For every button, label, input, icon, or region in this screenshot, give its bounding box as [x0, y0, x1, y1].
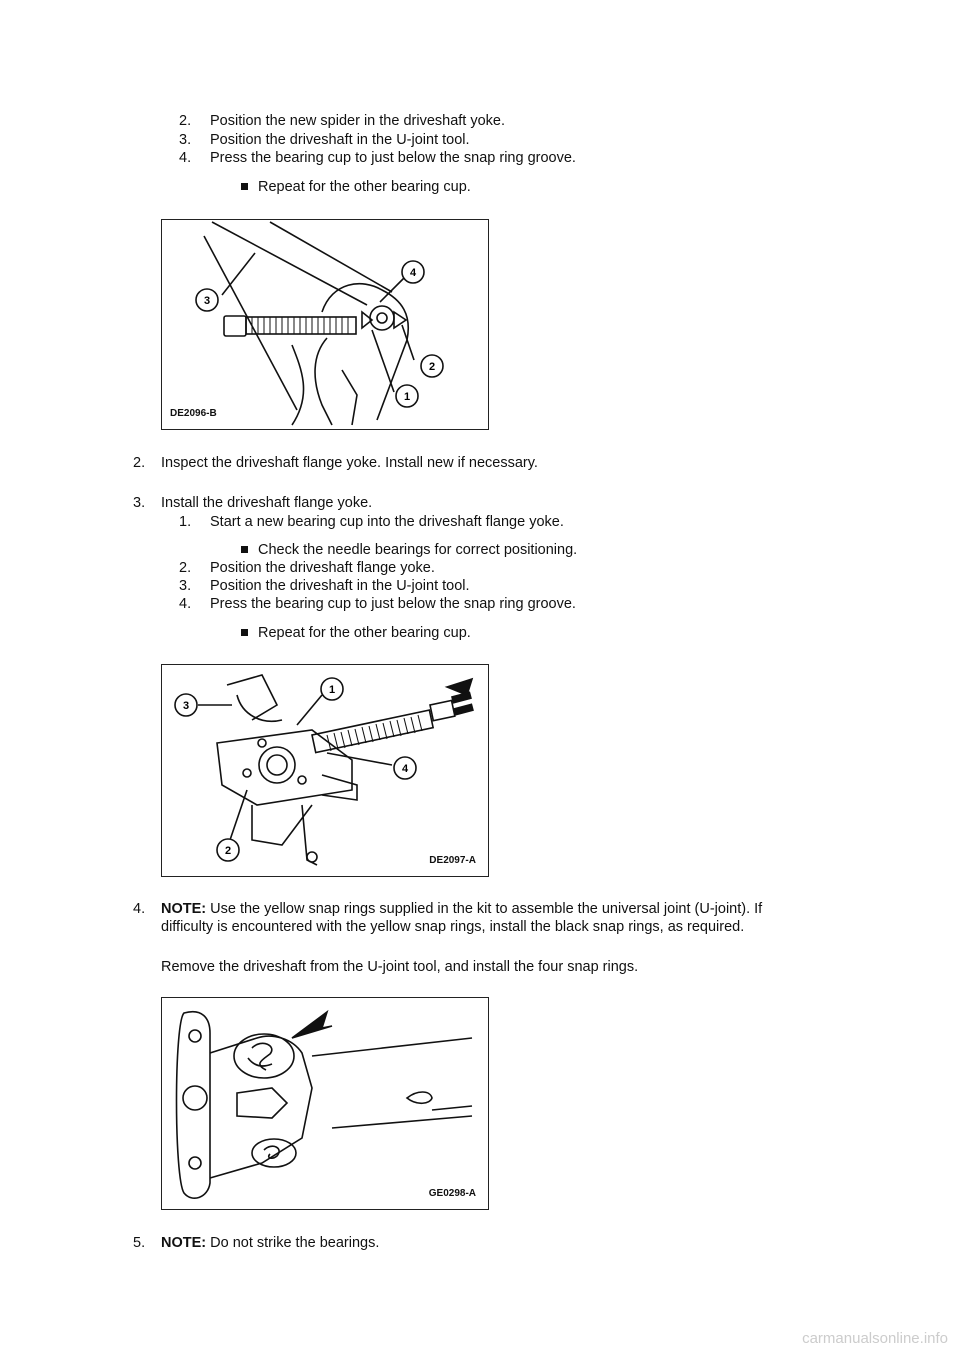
figure-code: DE2097-A — [429, 855, 476, 866]
callout-3: 3 — [203, 295, 211, 307]
note-line-1 — [161, 900, 762, 918]
figure-de2097 — [161, 664, 489, 877]
step-text: Remove the driveshaft from the U-joint tool, and install the four snap rings. — [161, 959, 639, 975]
callout-1: 1 — [328, 684, 336, 696]
step-number: 3. — [179, 132, 192, 148]
square-bullet-icon — [241, 546, 248, 553]
step-number: 2. — [133, 455, 146, 471]
step-text: Position the driveshaft in the U-joint tool. — [210, 132, 470, 148]
note-line — [161, 1234, 379, 1252]
step-number: 1. — [179, 514, 192, 530]
bullet-text: Check the needle bearings for correct positioning. — [258, 542, 578, 558]
driveshaft-press-illustration — [162, 220, 488, 429]
watermark: carmanualsonline.info — [802, 1330, 948, 1347]
step-text: Press the bearing cup to just below the snap ring groove. — [210, 150, 576, 166]
step-text: Inspect the driveshaft flange yoke. Install new if necessary. — [161, 455, 538, 471]
step-text: Position the driveshaft in the U-joint tool. — [210, 578, 470, 594]
step-number: 4. — [179, 596, 192, 612]
callout-3: 3 — [182, 700, 190, 712]
step-text: Position the driveshaft flange yoke. — [210, 560, 435, 576]
step-number: 4. — [179, 150, 192, 166]
step-number: 2. — [179, 560, 192, 576]
square-bullet-icon — [241, 629, 248, 636]
figure-code: DE2096-B — [170, 408, 217, 419]
bullet-check-needle — [241, 541, 577, 559]
step-number: 3. — [179, 578, 192, 594]
callout-4: 4 — [401, 763, 409, 775]
step-number: 2. — [179, 113, 192, 129]
bullet-repeat — [241, 178, 471, 196]
bullet-text: Repeat for the other bearing cup. — [258, 179, 471, 195]
step-number: 4. — [133, 901, 146, 917]
note-line-2: difficulty is encountered with the yellow snap rings, install the black snap rings, as required. — [161, 919, 745, 935]
bullet-text: Repeat for the other bearing cup. — [258, 625, 471, 641]
note-text: Do not strike the bearings. — [206, 1235, 380, 1251]
note-label: NOTE: — [161, 901, 207, 917]
snap-ring-install-illustration — [162, 998, 488, 1209]
step-number: 3. — [133, 495, 146, 511]
note-label: NOTE: — [161, 1235, 207, 1251]
figure-ge0298 — [161, 997, 489, 1210]
callout-2: 2 — [224, 845, 232, 857]
callout-1: 1 — [403, 391, 411, 403]
callout-2: 2 — [428, 361, 436, 373]
step-text: Position the new spider in the driveshaft yoke. — [210, 113, 505, 129]
square-bullet-icon — [241, 183, 248, 190]
figure-de2096 — [161, 219, 489, 430]
step-text: Press the bearing cup to just below the snap ring groove. — [210, 596, 576, 612]
note-text: Use the yellow snap rings supplied in the kit to assemble the universal joint (U-joint). If — [206, 901, 763, 917]
step-text: Install the driveshaft flange yoke. — [161, 495, 373, 511]
flange-yoke-press-illustration — [162, 665, 488, 876]
callout-4: 4 — [409, 267, 417, 279]
figure-code: GE0298-A — [428, 1188, 476, 1199]
step-number: 5. — [133, 1235, 146, 1251]
bullet-repeat-2 — [241, 624, 471, 642]
step-text: Start a new bearing cup into the driveshaft flange yoke. — [210, 514, 564, 530]
